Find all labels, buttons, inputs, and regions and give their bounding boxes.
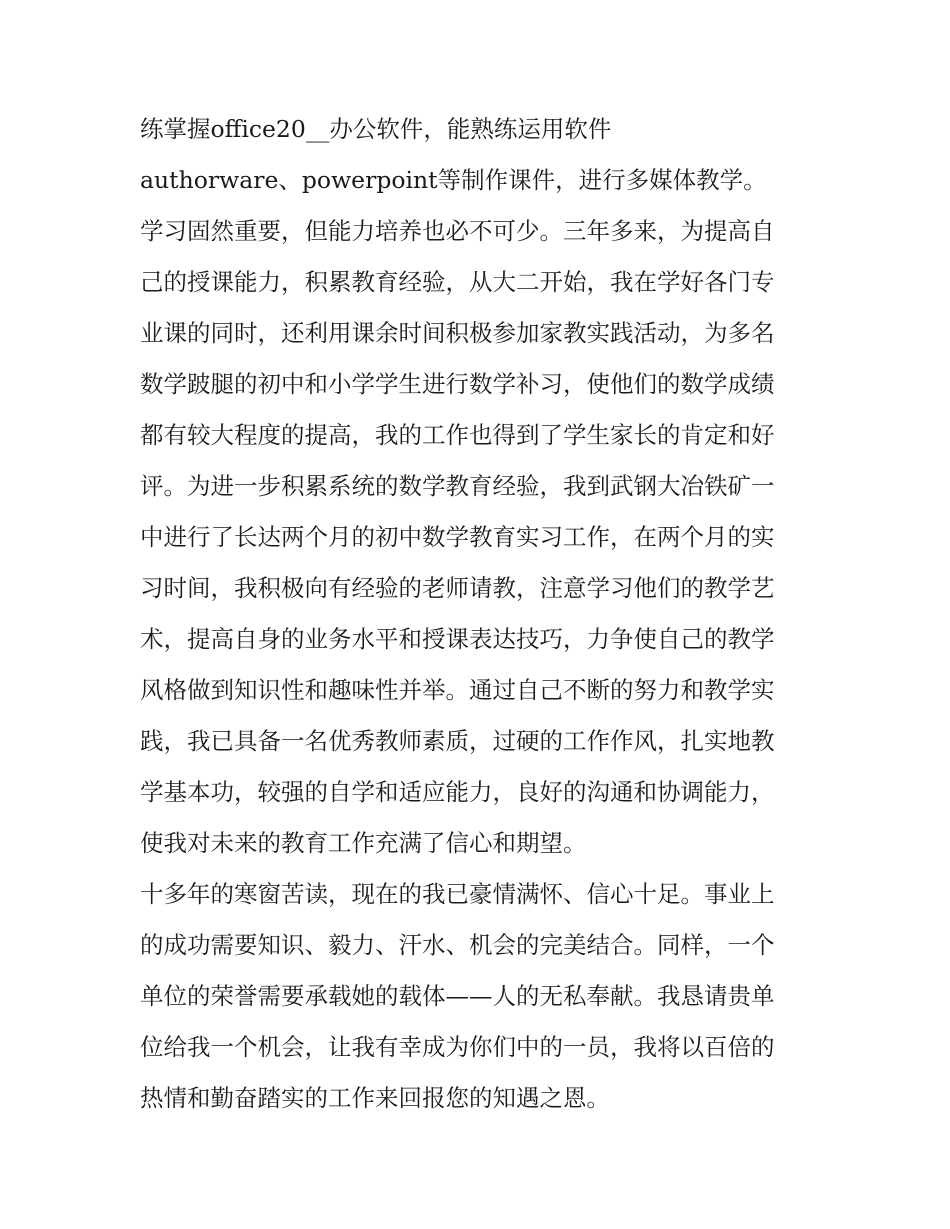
text-line: 习时间，我积极向有经验的老师请教，注意学习他们的教学艺 xyxy=(140,574,775,602)
text-line: 位给我一个机会，让我有幸成为你们中的一员，我将以百倍的 xyxy=(140,1033,775,1061)
text-line: 十多年的寒窗苦读，现在的我已豪情满怀、信心十足。事业上 xyxy=(140,880,775,908)
text-line: 都有较大程度的提高，我的工作也得到了学生家长的肯定和好 xyxy=(140,421,775,449)
text-line: 热情和勤奋踏实的工作来回报您的知遇之恩。 xyxy=(140,1084,610,1112)
text-line: 中进行了长达两个月的初中数学教育实习工作，在两个月的实 xyxy=(140,523,775,551)
text-line: 数学跛腿的初中和小学学生进行数学补习，使他们的数学成绩 xyxy=(140,370,775,398)
text-line: 学基本功，较强的自学和适应能力，良好的沟通和协调能力， xyxy=(140,778,775,806)
text-line: 学习固然重要，但能力培养也必不可少。三年多来，为提高自 xyxy=(140,217,775,245)
text-line: 践，我已具备一名优秀教师素质，过硬的工作作风，扎实地教 xyxy=(140,727,775,755)
text-line: authorware、powerpoint等制作课件，进行多媒体教学。 xyxy=(140,166,767,194)
text-line: 使我对未来的教育工作充满了信心和期望。 xyxy=(140,829,587,857)
body-text xyxy=(140,110,820,1130)
text-line: 单位的荣誉需要承载她的载体——人的无私奉献。我恳请贵单 xyxy=(140,982,775,1010)
text-line: 业课的同时，还利用课余时间积极参加家教实践活动，为多名 xyxy=(140,319,775,347)
text-line: 己的授课能力，积累教育经验，从大二开始，我在学好各门专 xyxy=(140,268,775,296)
text-line: 练掌握office20__办公软件，能熟练运用软件 xyxy=(140,115,612,143)
text-line: 评。为进一步积累系统的数学教育经验，我到武钢大冶铁矿一 xyxy=(140,472,775,500)
text-line: 术，提高自身的业务水平和授课表达技巧，力争使自己的教学 xyxy=(140,625,775,653)
text-line: 风格做到知识性和趣味性并举。通过自己不断的努力和教学实 xyxy=(140,676,775,704)
text-line: 的成功需要知识、毅力、汗水、机会的完美结合。同样，一个 xyxy=(140,931,775,959)
